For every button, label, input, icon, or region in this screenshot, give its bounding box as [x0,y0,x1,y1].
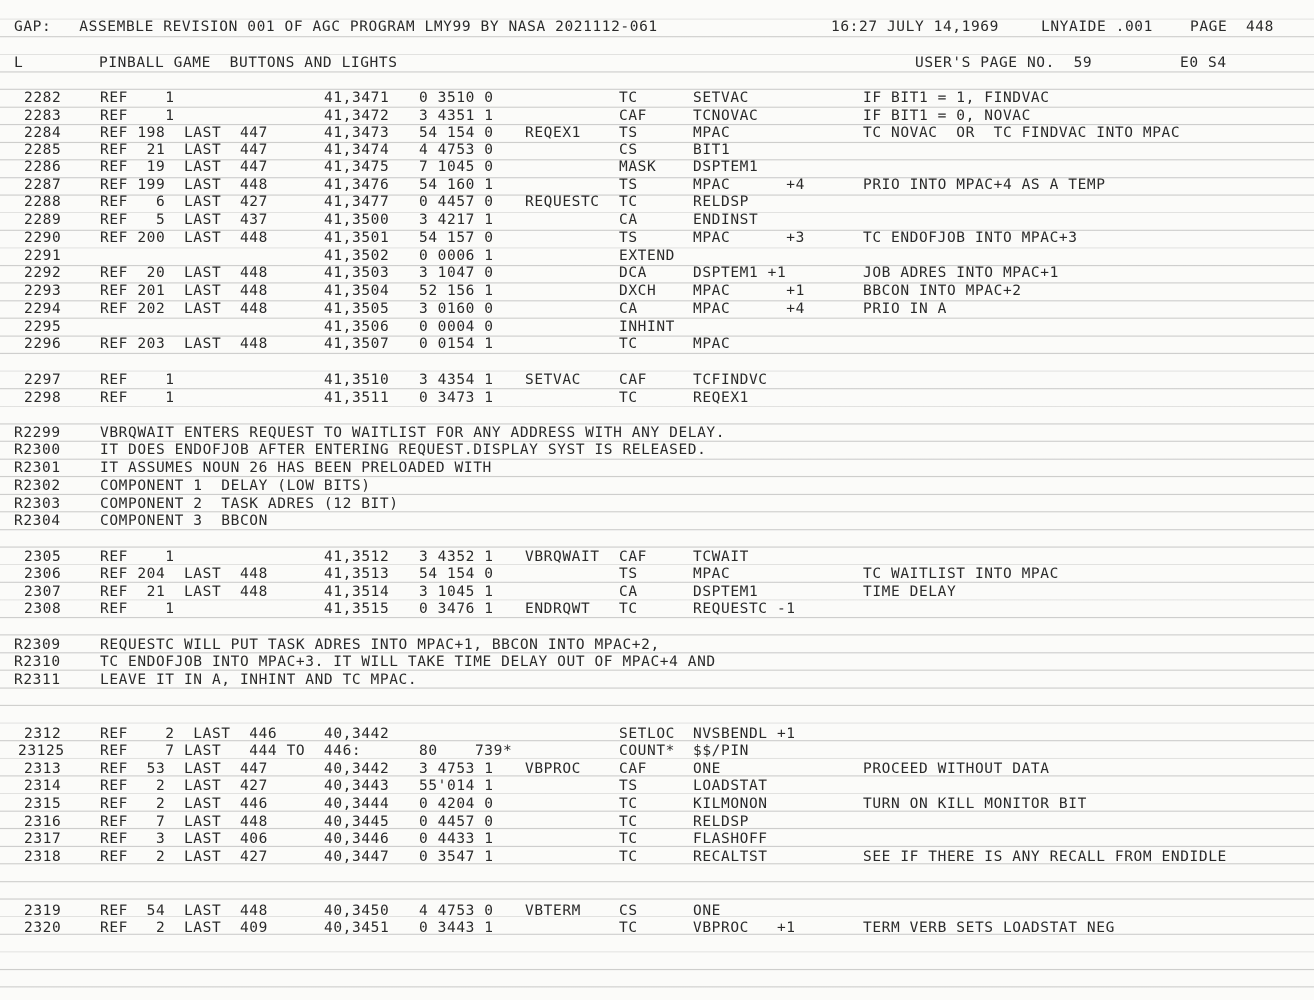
code-line [0,300,1314,318]
line-comment: TURN ON KILL MONITOR BIT [863,796,1087,812]
line-addr: 41,3476 [324,177,390,193]
line-word: 55'014 1 [419,778,494,794]
line-word: 3 1047 0 [419,265,494,281]
line-comment: SEE IF THERE IS ANY RECALL FROM ENDIDLE [863,849,1227,865]
line-ref: REF 2 LAST 409 [100,920,268,936]
line-operand: RECALTST [693,849,768,865]
code-line [0,583,1314,601]
line-addr: 41,3505 [324,301,390,317]
line-word: 0 0004 0 [419,319,494,335]
line-seq: 2291 [24,248,62,264]
line-seq: 2318 [24,849,62,865]
line-op: TC [619,814,638,830]
line-ref: REF 202 LAST 448 [100,301,268,317]
line-op: TS [619,566,638,582]
line-addr: 41,3501 [324,230,390,246]
line-operand: LOADSTAT [693,778,768,794]
line-operand: MPAC +4 [693,301,805,317]
remark-text: IT DOES ENDOFJOB AFTER ENTERING REQUEST.DISPLAY SYST IS RELEASED. [100,442,707,458]
line-operand: VBPROC +1 [693,920,796,936]
line-ref: REF 20 LAST 448 [100,265,268,281]
code-line [0,830,1314,848]
remark-line [0,459,1314,477]
line-addr: 40,3450 [324,903,390,919]
line-ref: REF 3 LAST 406 [100,831,268,847]
line-word: 3 4351 1 [419,108,494,124]
line-ref: REF 21 LAST 448 [100,584,268,600]
line-seq: 2316 [24,814,62,830]
line-addr: 41,3512 [324,549,390,565]
line-ref: REF 2 LAST 427 [100,778,268,794]
line-operand: REQUESTC -1 [693,601,796,617]
code-line [0,158,1314,176]
line-word: 54 157 0 [419,230,494,246]
line-op: CAF [619,761,647,777]
line-ref: REF 201 LAST 448 [100,283,268,299]
line-op: COUNT* [619,743,675,759]
line-seq: 2295 [24,319,62,335]
line-comment: JOB ADRES INTO MPAC+1 [863,265,1059,281]
line-ref: REF 6 LAST 427 [100,194,268,210]
code-line [0,335,1314,353]
line-word: 0 4457 0 [419,194,494,210]
line-comment: BBCON INTO MPAC+2 [863,283,1022,299]
code-line [0,371,1314,389]
line-seq: 2286 [24,159,62,175]
line-operand: TCNOVAC [693,108,759,124]
line-ref: REF 2 LAST 446 [100,796,268,812]
line-addr: 41,3475 [324,159,390,175]
line-word: 52 156 1 [419,283,494,299]
code-line [0,919,1314,937]
line-op: SETLOC [619,726,675,742]
line-comment: TIME DELAY [863,584,957,600]
line-seq: 2285 [24,142,62,158]
line-op: DCA [619,265,647,281]
remark-line [0,636,1314,654]
line-operand: MPAC [693,566,731,582]
line-word: 0 0006 1 [419,248,494,264]
line-comment: PROCEED WITHOUT DATA [863,761,1050,777]
line-addr: 40,3444 [324,796,390,812]
line-word: 54 154 0 [419,566,494,582]
line-operand: MPAC [693,336,731,352]
line-addr: 41,3500 [324,212,390,228]
remark-text: COMPONENT 2 TASK ADRES (12 BIT) [100,496,399,512]
line-ref: REF 198 LAST 447 [100,125,268,141]
line-seq: R2299 [14,425,61,441]
section-tag: E0 S4 [1180,55,1227,71]
code-line [0,848,1314,866]
line-word: 54 160 1 [419,177,494,193]
line-seq: 2293 [24,283,62,299]
line-ref: REF 7 LAST 444 TO 446: [100,743,362,759]
line-label: VBPROC [525,761,581,777]
line-op: CAF [619,549,647,565]
line-op: EXTEND [619,248,675,264]
line-operand: ONE [693,761,721,777]
line-word: 0 0154 1 [419,336,494,352]
line-word: 7 1045 0 [419,159,494,175]
line-op: INHINT [619,319,675,335]
remark-text: VBRQWAIT ENTERS REQUEST TO WAITLIST FOR ANY ADDRESS WITH ANY DELAY. [100,425,726,441]
user-page-number: USER'S PAGE NO. 59 [915,55,1093,71]
code-line [0,264,1314,282]
line-addr: 41,3503 [324,265,390,281]
line-ref: REF 1 [100,90,175,106]
line-label: REQEX1 [525,125,581,141]
code-line [0,389,1314,407]
line-seq: 2306 [24,566,62,582]
assembly-user: LNYAIDE .001 [1041,19,1153,35]
line-word: 3 0160 0 [419,301,494,317]
line-word: 3 1045 1 [419,584,494,600]
code-line [0,229,1314,247]
line-operand: NVSBENDL +1 [693,726,796,742]
line-seq: 2314 [24,778,62,794]
code-line [0,760,1314,778]
line-word: 4 4753 0 [419,142,494,158]
line-operand: SETVAC [693,90,749,106]
line-comment: IF BIT1 = 1, FINDVAC [863,90,1050,106]
line-ref: REF 21 LAST 447 [100,142,268,158]
line-word: 0 3510 0 [419,90,494,106]
line-addr: 41,3474 [324,142,390,158]
line-seq: R2302 [14,478,61,494]
code-line [0,902,1314,920]
line-comment: PRIO IN A [863,301,947,317]
line-seq: 2317 [24,831,62,847]
line-word: 0 3443 1 [419,920,494,936]
line-op: TS [619,177,638,193]
line-addr: 41,3514 [324,584,390,600]
line-addr: 41,3513 [324,566,390,582]
remark-line [0,441,1314,459]
remark-text: TC ENDOFJOB INTO MPAC+3. IT WILL TAKE TIME DELAY OUT OF MPAC+4 AND [100,654,716,670]
line-comment: TC NOVAC OR TC FINDVAC INTO MPAC [863,125,1181,141]
line-seq: 2307 [24,584,62,600]
line-label: SETVAC [525,372,581,388]
line-addr: 41,3506 [324,319,390,335]
line-operand: MPAC +4 [693,177,805,193]
line-seq: 2287 [24,177,62,193]
line-addr: 40,3442 [324,726,390,742]
remark-line [0,671,1314,689]
line-comment: IF BIT1 = 0, NOVAC [863,108,1031,124]
line-seq: 2288 [24,194,62,210]
line-seq: R2300 [14,442,61,458]
line-seq: 2313 [24,761,62,777]
line-ref: REF 53 LAST 447 [100,761,268,777]
line-comment: PRIO INTO MPAC+4 AS A TEMP [863,177,1106,193]
line-addr: 41,3472 [324,108,390,124]
line-word: 3 4753 1 [419,761,494,777]
code-line [0,795,1314,813]
line-word: 0 3473 1 [419,390,494,406]
line-ref: REF 19 LAST 447 [100,159,268,175]
line-word: 0 3547 1 [419,849,494,865]
line-op: TS [619,230,638,246]
line-op: TC [619,390,638,406]
code-line [0,725,1314,743]
line-op: CAF [619,108,647,124]
line-comment: TC ENDOFJOB INTO MPAC+3 [863,230,1078,246]
line-ref: REF 204 LAST 448 [100,566,268,582]
line-word: 54 154 0 [419,125,494,141]
line-op: MASK [619,159,657,175]
line-word: 0 4204 0 [419,796,494,812]
line-seq: R2309 [14,637,61,653]
line-word: 3 4354 1 [419,372,494,388]
code-line [0,193,1314,211]
line-addr: 41,3510 [324,372,390,388]
remark-text: COMPONENT 3 BBCON [100,513,268,529]
line-seq: 2312 [24,726,62,742]
line-seq: 2283 [24,108,62,124]
line-ref: REF 203 LAST 448 [100,336,268,352]
line-label: ENDRQWT [525,601,591,617]
line-ref: REF 200 LAST 448 [100,230,268,246]
line-addr: 41,3502 [324,248,390,264]
code-line [0,141,1314,159]
line-seq: R2301 [14,460,61,476]
line-seq: 2282 [24,90,62,106]
code-line [0,565,1314,583]
line-ref: REF 7 LAST 448 [100,814,268,830]
line-op: TS [619,125,638,141]
remark-text: COMPONENT 1 DELAY (LOW BITS) [100,478,371,494]
remark-text: REQUESTC WILL PUT TASK ADRES INTO MPAC+1, BBCON INTO MPAC+2, [100,637,660,653]
line-op: CS [619,903,638,919]
code-line [0,600,1314,618]
line-operand: TCWAIT [693,549,749,565]
line-seq: R2303 [14,496,61,512]
line-addr: 40,3442 [324,761,390,777]
line-word: 4 4753 0 [419,903,494,919]
line-ref: REF 1 [100,372,175,388]
line-word: 3 4217 1 [419,212,494,228]
line-label: VBRQWAIT [525,549,600,565]
code-line [0,176,1314,194]
section-marker: L [14,55,24,71]
line-operand: TCFINDVC [693,372,768,388]
line-seq: 2319 [24,903,62,919]
line-addr: 41,3507 [324,336,390,352]
line-seq: 2290 [24,230,62,246]
line-operand: ENDINST [693,212,759,228]
line-op: CA [619,584,638,600]
remark-text: LEAVE IT IN A, INHINT AND TC MPAC. [100,672,418,688]
line-operand: FLASHOFF [693,831,768,847]
line-seq: 2294 [24,301,62,317]
line-label: VBTERM [525,903,581,919]
line-word: 0 3476 1 [419,601,494,617]
line-operand: REQEX1 [693,390,749,406]
remark-line [0,424,1314,442]
line-seq: R2311 [14,672,61,688]
line-op: TC [619,601,638,617]
line-ref: REF 5 LAST 437 [100,212,268,228]
line-operand: RELDSP [693,194,749,210]
line-ref: REF 1 [100,108,175,124]
line-op: TC [619,90,638,106]
line-operand: MPAC +3 [693,230,805,246]
line-op: DXCH [619,283,657,299]
line-word: 0 4433 1 [419,831,494,847]
remark-line [0,512,1314,530]
remark-line [0,653,1314,671]
code-line [0,777,1314,795]
line-op: TC [619,336,638,352]
line-seq: R2304 [14,513,61,529]
section-header [0,54,1314,72]
code-line [0,124,1314,142]
line-op: TC [619,831,638,847]
line-seq: 2320 [24,920,62,936]
line-addr: 40,3451 [324,920,390,936]
line-comment: TERM VERB SETS LOADSTAT NEG [863,920,1115,936]
remark-line [0,477,1314,495]
line-ref: REF 1 [100,390,175,406]
line-addr: 41,3511 [324,390,390,406]
code-line [0,89,1314,107]
line-seq: 2284 [24,125,62,141]
line-word: 0 4457 0 [419,814,494,830]
line-ref: REF 54 LAST 448 [100,903,268,919]
line-op: TC [619,849,638,865]
line-seq: 2296 [24,336,62,352]
line-ref: REF 1 [100,549,175,565]
line-op: TC [619,796,638,812]
line-seq: 2305 [24,549,62,565]
line-operand: DSPTEM1 [693,584,759,600]
line-addr: 41,3515 [324,601,390,617]
line-label: REQUESTC [525,194,600,210]
line-word: 3 4352 1 [419,549,494,565]
line-comment: TC WAITLIST INTO MPAC [863,566,1059,582]
line-op: CA [619,212,638,228]
line-ref: REF 199 LAST 448 [100,177,268,193]
code-line [0,247,1314,265]
line-operand: DSPTEM1 [693,159,759,175]
line-seq: 2315 [24,796,62,812]
line-addr: 41,3504 [324,283,390,299]
line-seq: 2298 [24,390,62,406]
remark-text: IT ASSUMES NOUN 26 HAS BEEN PRELOADED WITH [100,460,492,476]
line-addr: 40,3446 [324,831,390,847]
remark-line [0,495,1314,513]
line-operand: DSPTEM1 +1 [693,265,787,281]
line-operand: ONE [693,903,721,919]
assembly-header [0,18,1314,36]
line-addr: 41,3471 [324,90,390,106]
line-addr: 41,3473 [324,125,390,141]
code-line [0,282,1314,300]
line-seq: 2289 [24,212,62,228]
page-number: PAGE 448 [1190,19,1274,35]
line-operand: BIT1 [693,142,731,158]
line-addr: 40,3443 [324,778,390,794]
line-seq: 2308 [24,601,62,617]
line-operand: RELDSP [693,814,749,830]
line-addr: 40,3445 [324,814,390,830]
line-op: CA [619,301,638,317]
line-addr: 41,3477 [324,194,390,210]
assembly-title: GAP: ASSEMBLE REVISION 001 OF AGC PROGRAM LMY99 BY NASA 2021112-061 [14,19,658,35]
line-operand: $$/PIN [693,743,749,759]
line-op: TS [619,778,638,794]
code-line [0,742,1314,760]
line-seq: 23125 [18,743,65,759]
line-ref: REF 2 LAST 427 [100,849,268,865]
line-op: TC [619,920,638,936]
assembly-datetime: 16:27 JULY 14,1969 [831,19,999,35]
line-op: CS [619,142,638,158]
code-line [0,318,1314,336]
line-op: CAF [619,372,647,388]
line-seq: 2297 [24,372,62,388]
code-line [0,548,1314,566]
line-operand: KILMONON [693,796,768,812]
code-line [0,813,1314,831]
line-operand: MPAC [693,125,731,141]
line-ref: REF 1 [100,601,175,617]
section-title: PINBALL GAME BUTTONS AND LIGHTS [99,55,398,71]
line-op: TC [619,194,638,210]
line-operand: MPAC +1 [693,283,805,299]
line-word: 80 739* [419,743,513,759]
line-addr: 40,3447 [324,849,390,865]
line-seq: R2310 [14,654,61,670]
line-seq: 2292 [24,265,62,281]
line-ref: REF 2 LAST 446 [100,726,278,742]
code-line [0,211,1314,229]
code-line [0,107,1314,125]
